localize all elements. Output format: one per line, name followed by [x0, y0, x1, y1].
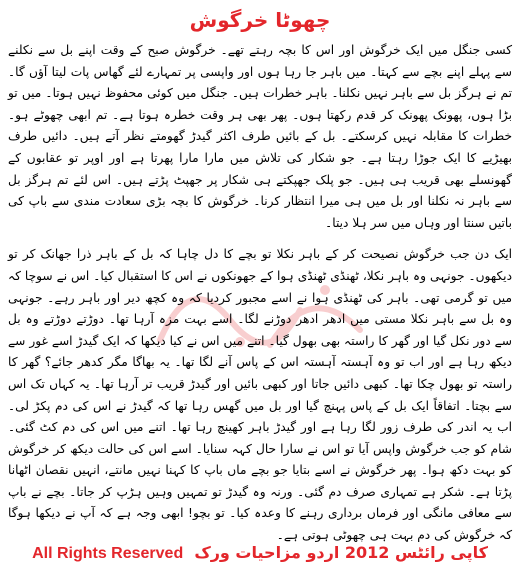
story-paragraph-2: ایک دن جب خرگوش نصیحت کر کے باہر نکلا تو بچے کا دل چاہا کہ بل کے باہر ذرا جھانک کر تو دیکھوں۔ جونہی وہ باہر نکلا، ٹھنڈی ٹھنڈی ہوا کے جھونکوں نے اس کا استقبال کیا۔ اس نے سوچا کہ میں تو گرمی تھی۔ باہر کی ٹھنڈی ہوا نے اسے مجبور کردیا کہ وہ کچھ دیر اور باہر رہے۔ جونہی وہ بل سے باہر نکلا مستی میں ادھر ادھر دوڑنے لگا۔ اسے بہت مزہ آرہا تھا۔ دوڑتے دوڑتے وہ بل سے دور نکل گیا اور گھر کا راستہ بھی بھول گیا۔ اتنے میں اس نے کیا دیکھا کہ ایک گیدڑ اسے غور سے دیکھ رہا ہے اور اب تو وہ آہستہ آہستہ اس کے پاس آنے لگا تھا۔ یہ بھاگا مگر کدھر جائے؟ گھر کا راستہ تو بھول چکا تھا۔ کبھی دائیں جاتا اور کبھی بائیں اور گیدڑ قریب تر آرہا تھا۔ یہ کہاں تک اس سے بچتا۔ اتفاقاً ایک بل کے پاس پہنچ گیا اور بل میں گھس رہا تھا کہ گیدڑ نے اس کی دم پکڑ لی۔ اب یہ اندر کی طرف زور لگا رہا ہے اور گیدڑ باہر کھینچ رہا تھا۔ اتنے میں اس کی دم کٹ گئی۔ شام کو جب خرگوش واپس آیا تو اس نے سارا حال کہہ سنایا۔ اسے اس کی حالت دیکھ کر خرگوش کو بہت دکھ ہوا۔ پھر خرگوش نے اسے بتایا جو بچے ماں باپ کا کہنا نہیں مانتے، انہیں نقصان اٹھانا پڑتا ہے۔ شکر ہے تمہاری صرف دم گئی۔ ورنہ وہ گیدڑ تو تمہیں وہیں ہڑپ کر جاتا۔ بچے نے باپ سے معافی مانگی اور فرماں برداری رہنے کا وعدہ کیا۔ تو بچو! ابھی وجہ ہے کہ آپ نے دیکھا ہوگا کہ خرگوش کی دم بہت ہی چھوٹی ہوتی ہے۔	[8, 247, 512, 543]
story-title: چھوٹا خرگوش	[189, 8, 331, 32]
footer-copyright	[0, 542, 520, 565]
story-body	[8, 40, 512, 557]
rights-text: All Rights Reserved	[32, 545, 184, 562]
copyright-urdu: کاپی رائٹس 2012 اردو مزاحیات ورک	[194, 543, 488, 562]
story-paragraph-1: کسی جنگل میں ایک خرگوش اور اس کا بچہ رہتے تھے۔ خرگوش صبح کے وقت اپنے بل سے نکلنے سے پہلے اپنے بچے سے کہتا۔ میں باہر جا رہا ہوں اور واپسی پر تمہارے لئے گھاس پات لیتا آؤں گا۔ تم نے ہرگز بل سے باہر نہیں نکلنا۔ باہر خطرات ہیں۔ جنگل میں کوئی محفوظ نہیں ہوتا۔ میں تو بڑا ہوں، پھونک پھونک کر قدم رکھتا ہوں۔ پھر بھی ہر وقت خطرہ ہوتا ہے۔ تم ابھی چھوٹے ہو۔ خطرات کا مقابلہ نہیں کرسکتے۔ بل کے بائیں طرف اکثر گیدڑ گھومتے نظر آتے ہیں۔ دائیں طرف بھیڑیے کا ایک جوڑا رہتا ہے۔ جو شکار کی تلاش میں مارا مارا پھرتا ہے اور اوپر تو عقابوں کے گھونسلے بھی قریب ہی ہیں۔ جو پلک جھپکتے ہی شکار پر جھپٹ پڑتے ہیں۔ اس لئے تم ہرگز بل سے باہر نہ نکلنا اور بل میں ہی میرا انتظار کرنا۔ خرگوش کا بچہ بڑی سعادت مندی سے باپ کی باتیں سنتا اور وہاں میں سر ہلا دیتا۔	[8, 43, 512, 230]
